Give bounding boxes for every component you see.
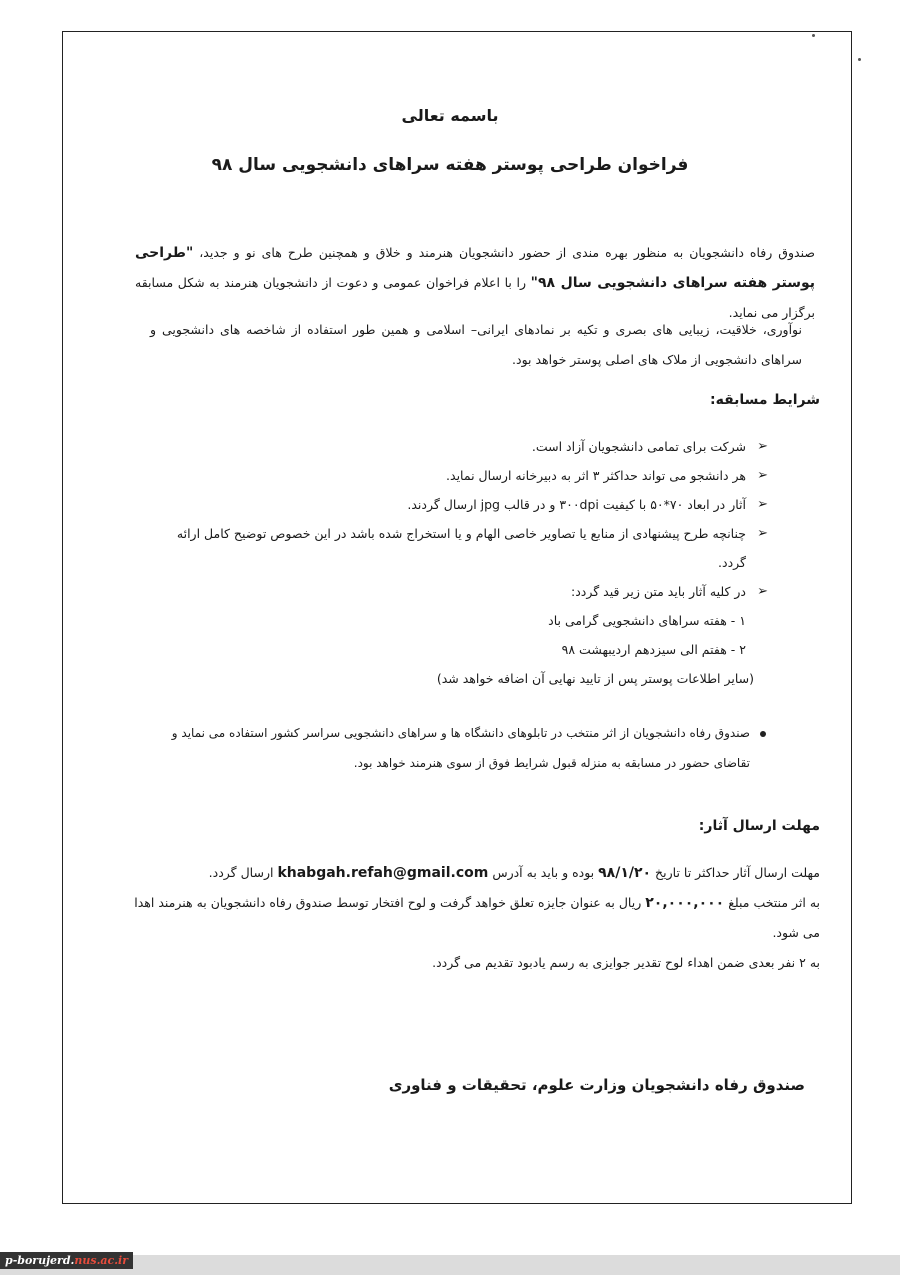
deadline-heading: مهلت ارسال آثار: [698,818,820,834]
deadline-line [120,858,820,888]
prize-text: به اثر منتخب مبلغ [724,895,820,910]
deadline-date: ۹۸/۱/۲۰ [598,865,652,881]
prize-line [120,888,820,948]
runner-up-line: به ۲ نفر بعدی ضمن اهداء لوح تقدیر جوایزی به رسم یادبود تقدیم می گردد. [432,955,820,970]
footer-bar [0,1255,900,1275]
signature: صندوق رفاه دانشجویان وزارت علوم، تحقیقات و فناوری [388,1076,805,1094]
site-watermark [0,1252,133,1269]
condition-item: ➢ در کلیه آثار باید متن زیر قید گردد: [150,577,768,606]
usage-bullet-text: صندوق رفاه دانشجویان از اثر منتخب در تابلوهای دانشگاه ها و سراهای دانشجویی سراسر کشور استفاده می نماید و تقاضای حضور در مسابقه به منزله قبول شرایط فوق از سوی هنرمند خواهد بود. [171,726,750,770]
intro-text-2: را با اعلام فراخوان عمومی و دعوت از دانشجویان هنرمند به شکل مسابقه برگزار می نماید. [135,275,815,320]
scan-speck [858,58,861,61]
site-domain: nus.ac.ir [74,1254,129,1267]
prize-amount: ۲۰,۰۰۰,۰۰۰ [645,895,725,911]
condition-item: ➢ هر دانشجو می تواند حداکثر ۳ اثر به دبیرخانه ارسال نماید. [150,461,768,490]
intro-bold-title: "طراحی پوستر هفته سراهای دانشجویی سال ۹۸" [135,245,815,291]
usage-bullet [135,718,750,778]
bismillah-heading: باسمه تعالی [401,106,499,125]
condition-item: ➢ آثار در ابعاد ۷۰*۵۰ با کیفیت ۳۰۰dpi و در قالب jpg ارسال گردند. [150,490,768,519]
prize-text: ریال به عنوان جایزه تعلق خواهد گرفت و لوح افتخار توسط صندوق رفاه دانشجویان به هنرمند اهدا می شود. [134,895,820,940]
criteria-paragraph: نوآوری، خلاقیت، زیبایی های بصری و تکیه بر نمادهای ایرانی– اسلامی و همین طور استفاده از شاخصه های دانشجویی و سراهای دانشجویی از ملاک های اصلی پوستر خواهد بود. [150,322,802,367]
condition-item: ➢ چنانچه طرح پیشنهادی از منابع یا تصاویر خاصی الهام و یا استخراج شده باشد در این خصوص توضیح کامل ارائه گردد. [150,519,768,577]
intro-text-1: صندوق رفاه دانشجویان به منظور بهره مندی از حضور دانشجویان هنرمند و خلاق و همچنین طرح های نو و جدید، [193,245,815,260]
deadline-text: بوده و باید به آدرس [488,865,599,880]
conditions-list [150,432,768,693]
scan-speck [812,34,815,37]
conditions-heading: شرایط مسابقه: [710,392,820,408]
deadline-section [120,858,820,978]
document-title: فراخوان طراحی پوستر هفته سراهای دانشجویی سال ۹۸ [211,155,689,175]
site-prefix: p-borujerd. [5,1254,75,1267]
deadline-text: مهلت ارسال آثار حداکثر تا تاریخ [651,865,820,880]
contact-email: khabgah.refah@gmail.com [277,865,489,881]
condition-item: ➢ شرکت برای تمامی دانشجویان آزاد است. [150,432,768,461]
deadline-text: ارسال گردد. [208,865,278,880]
poster-info-note: (سایر اطلاعات پوستر پس از تایید نهایی آن اضافه خواهد شد) [436,671,754,686]
required-text-line: ۲ - هفتم الی سیزدهم اردیبهشت ۹۸ [561,642,746,657]
required-text-line: ۱ - هفته سراهای دانشجویی گرامی باد [548,613,746,628]
bullet-dot-icon [760,731,766,737]
